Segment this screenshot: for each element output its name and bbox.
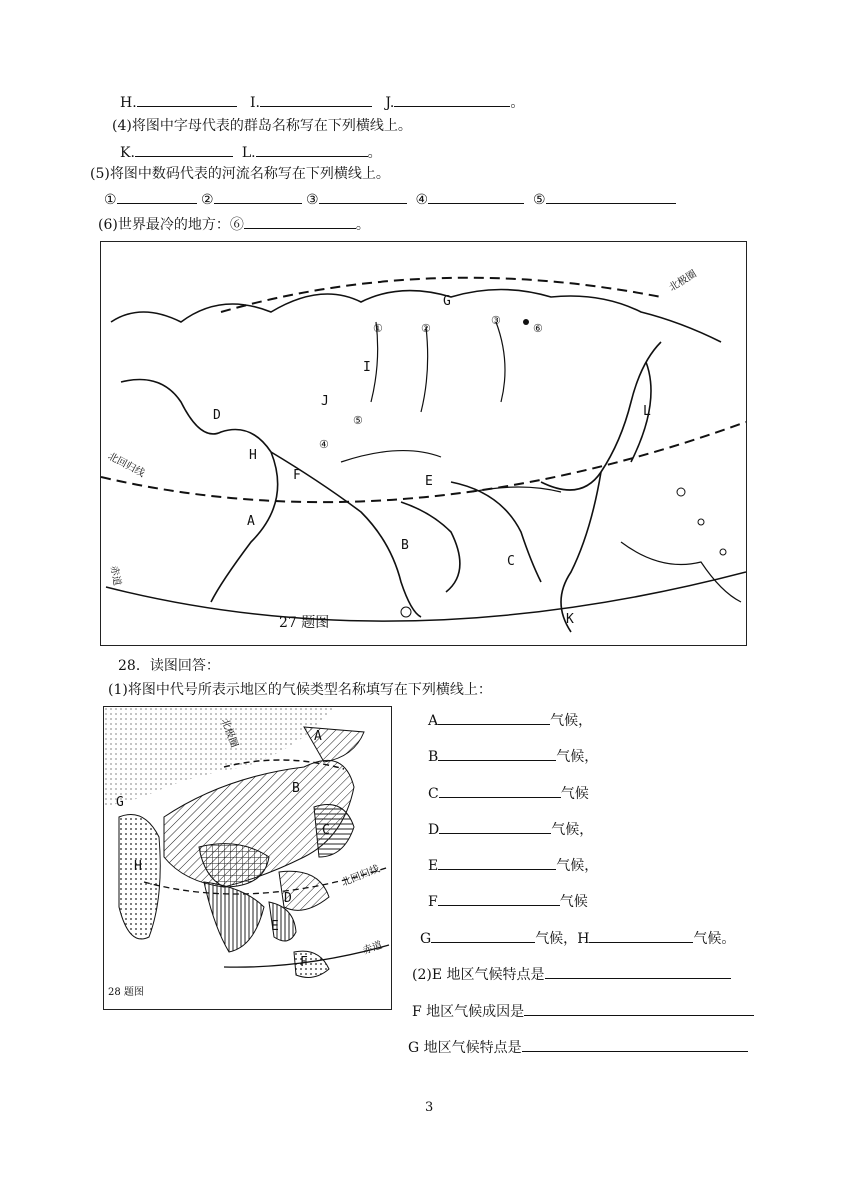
blank-climate-d[interactable] xyxy=(439,819,551,834)
blank-climate-c[interactable] xyxy=(439,783,561,798)
map28-label-d: D xyxy=(284,891,292,906)
map27-caption: 27 题图 xyxy=(279,615,330,631)
q28-row-f: F 气候 xyxy=(428,891,588,911)
page-number: 3 xyxy=(425,1100,434,1115)
map27-arctic-label: 北极圈 xyxy=(667,268,699,294)
map-28-graphic xyxy=(104,707,391,1009)
q28-sub2-e: (2)E 地区气候特点是 xyxy=(412,964,731,984)
map-28-climate xyxy=(103,706,392,1010)
map27-label-a: A xyxy=(247,514,255,529)
blank-climate-b[interactable] xyxy=(438,746,556,761)
blank-coldest[interactable] xyxy=(244,214,356,229)
map27-label-e: E xyxy=(425,474,433,489)
blank-l[interactable] xyxy=(256,142,368,157)
blank-river-1[interactable] xyxy=(117,189,197,204)
map27-label-c: C xyxy=(507,554,515,569)
blank-river-4[interactable] xyxy=(428,189,524,204)
blank-climate-e[interactable] xyxy=(438,855,556,870)
map27-label-f: F xyxy=(293,468,301,483)
blank-g-feature[interactable] xyxy=(522,1037,748,1052)
map28-label-a: A xyxy=(314,729,322,744)
q28-row-gh: G 气候，H 气候。 xyxy=(420,928,735,948)
q28-row-e: E 气候， xyxy=(428,855,598,875)
blank-climate-h[interactable] xyxy=(589,928,693,943)
map28-caption: 28 题图 xyxy=(108,987,144,998)
q28-row-c: C 气候 xyxy=(428,783,589,803)
q27-river-blanks: ① ② ③ ④ ⑤ xyxy=(104,189,676,209)
map27-label-l: L xyxy=(643,404,651,419)
q27-line-hij: H. I. J. 。 xyxy=(120,92,524,112)
map28-label-b: B xyxy=(292,781,300,796)
map27-tropic-label: 北回归线 xyxy=(105,451,147,480)
blank-h[interactable] xyxy=(137,92,237,107)
map-27-graphic xyxy=(101,242,746,645)
map27-river-2: ② xyxy=(421,322,431,335)
blank-climate-f[interactable] xyxy=(438,891,560,906)
map27-coldest-6: ⑥ xyxy=(533,322,543,335)
map28-arctic-label: 北极圈 xyxy=(218,717,240,750)
map27-river-1: ① xyxy=(373,322,383,335)
map27-equator-label: 赤道 xyxy=(107,565,123,587)
map27-label-k: K xyxy=(566,612,574,627)
blank-river-5[interactable] xyxy=(546,189,676,204)
blank-climate-g[interactable] xyxy=(431,928,535,943)
map28-label-c: C xyxy=(322,823,330,838)
map-27-asia xyxy=(100,241,747,646)
map28-label-e: E xyxy=(271,919,279,934)
blank-climate-a[interactable] xyxy=(438,710,550,725)
map27-river-5: ⑤ xyxy=(353,414,363,427)
q27-sub5-text: (5)将图中数码代表的河流名称写在下列横线上。 xyxy=(90,166,390,182)
map28-equator-label: 赤道 xyxy=(361,939,384,957)
blank-e-feature[interactable] xyxy=(545,964,731,979)
map27-river-3: ③ xyxy=(491,314,501,327)
q28-row-d: D 气候， xyxy=(428,819,593,839)
map27-label-i: I xyxy=(363,360,371,375)
map27-label-b: B xyxy=(401,538,409,553)
blank-river-3[interactable] xyxy=(319,189,407,204)
q27-line-kl: K. L. 。 xyxy=(120,142,382,162)
blank-f-cause[interactable] xyxy=(524,1001,754,1016)
q28-sub2-f: F 地区气候成因是 xyxy=(412,1001,754,1021)
q27-sub4-text: (4)将图中字母代表的群岛名称写在下列横线上。 xyxy=(112,118,412,134)
map27-label-g: G xyxy=(443,294,451,309)
map28-label-g: G xyxy=(116,795,124,810)
q28-row-a: A 气候， xyxy=(428,710,592,730)
q28-sub2-g: G 地区气候特点是 xyxy=(408,1037,748,1057)
blank-j[interactable] xyxy=(394,92,510,107)
map27-label-j: J xyxy=(321,394,329,409)
map28-label-f: F xyxy=(300,955,308,970)
q28-sub1: (1)将图中代号所表示地区的气候类型名称填写在下列横线上： xyxy=(108,682,492,698)
map27-river-4: ④ xyxy=(319,438,329,451)
map27-label-d: D xyxy=(213,408,221,423)
q27-sub6: (6)世界最冷的地方：⑥ 。 xyxy=(98,214,370,234)
q28-row-b: B 气候， xyxy=(428,746,598,766)
blank-i[interactable] xyxy=(260,92,372,107)
blank-k[interactable] xyxy=(135,142,233,157)
map28-label-h: H xyxy=(134,859,142,874)
map27-label-h: H xyxy=(249,448,257,463)
q28-title: 28．读图回答： xyxy=(118,658,220,674)
map28-tropic-label: 北回归线 xyxy=(340,863,382,889)
blank-river-2[interactable] xyxy=(214,189,302,204)
